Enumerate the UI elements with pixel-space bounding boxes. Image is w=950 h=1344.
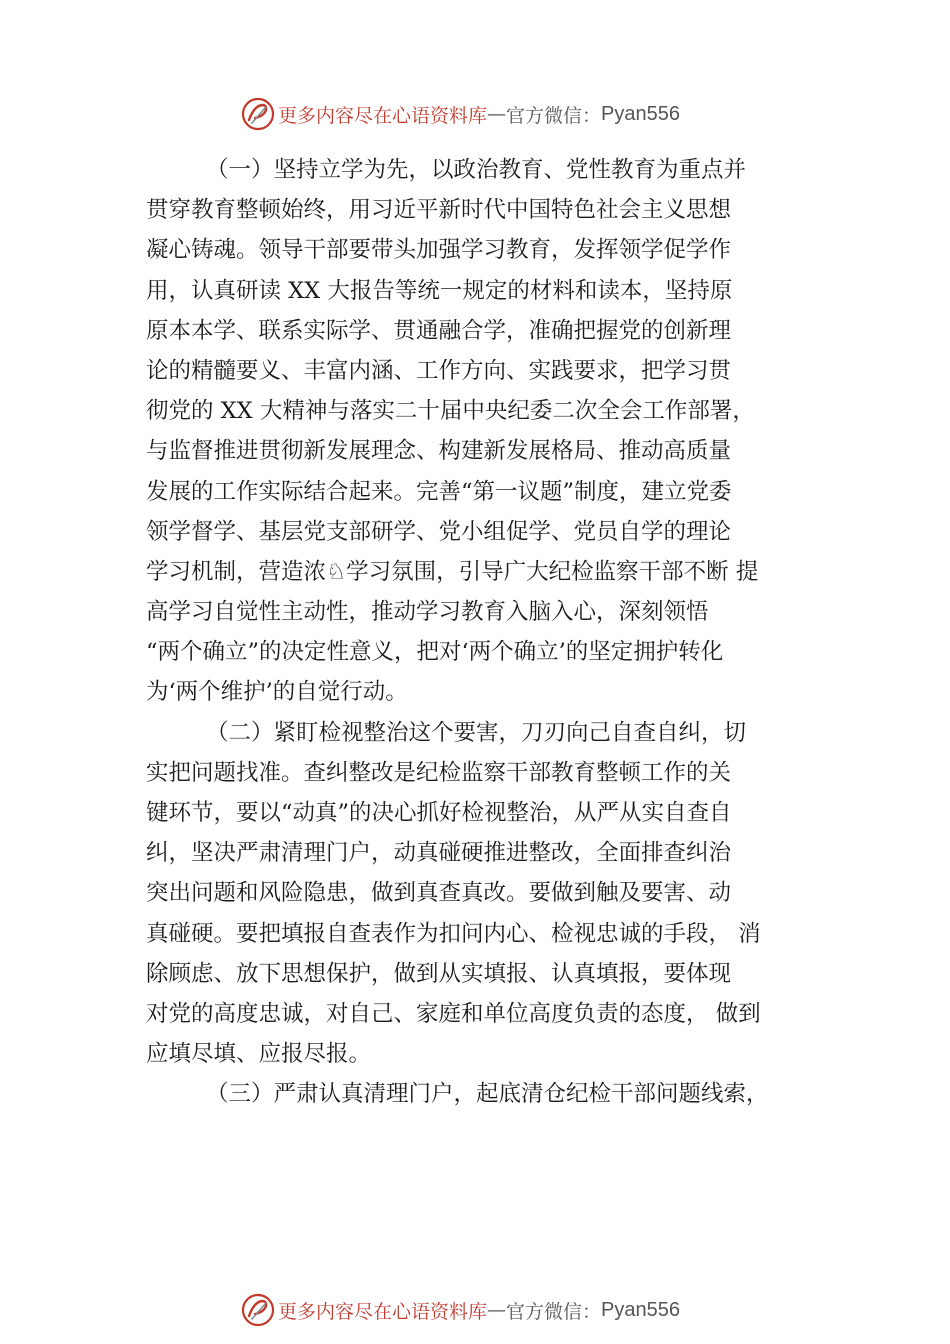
text-line: 突出问题和风险隐患，做到真查真改。要做到触及要害、动 (146, 880, 732, 907)
text-line: 真碰硬。要把填报自查表作为扣问内心、检视忠诚的手段， 消 (146, 920, 761, 947)
text-line: 学习机制，营造浓♘学习氛围，引导广大纪检监察干部不断 提 (146, 558, 759, 585)
logo-icon (240, 1292, 276, 1328)
header-watermark (240, 96, 680, 132)
text-line: 用，认真研读 XX 大报告等统一规定的材料和读本，坚持原 (146, 277, 733, 304)
document-body (146, 150, 836, 1115)
watermark-main-text: 更多内容尽在心语资料库 (278, 104, 488, 127)
watermark-dash: — (487, 103, 507, 125)
text-line: 为‘两个维护’的自觉行动。 (146, 679, 408, 706)
text-line: （一）坚持立学为先，以政治教育、党性教育为重点并 (206, 157, 747, 183)
paragraph-3 (146, 1074, 836, 1114)
text-line: “两个确立”的决定性意义，把对‘两个确立’的坚定拥护转化 (146, 639, 724, 666)
paragraph-2 (146, 713, 836, 1075)
text-line: 纠，坚决严肃清理门户，动真碰硬推进整改，全面排查纠治 (146, 840, 732, 867)
text-line: 实把问题找准。查纠整改是纪检监察干部教育整顿工作的关 (146, 759, 732, 786)
text-line: （二）紧盯检视整治这个要害，刀刃向己自查自纠，切 (206, 719, 747, 746)
watermark-dash: — (487, 1299, 507, 1321)
watermark-sub-text: 官方微信： (506, 104, 602, 127)
text-line: 论的精髓要义、丰富内涵、工作方向、实践要求，把学习贯 (146, 357, 732, 384)
text-line: 与监督推进贯彻新发展理念、构建新发展格局、推动高质量 (146, 438, 732, 465)
text-line: （三）严肃认真清理门户，起底清仓纪检干部问题线索， (206, 1081, 769, 1108)
text-line: 除顾虑、放下思想保护，做到从实填报、认真填报，要体现 (146, 960, 732, 987)
logo-icon (240, 96, 276, 132)
text-line: 领学督学、基层党支部研学、党小组促学、党员自学的理论 (146, 518, 732, 545)
text-line: 高学习自觉性主动性，推动学习教育入脑入心，深刻领悟 (146, 599, 709, 626)
text-line: 贯穿教育整顿始终，用习近平新时代中国特色社会主义思想 (146, 197, 732, 224)
watermark-main-text: 更多内容尽在心语资料库 (278, 1300, 488, 1323)
text-line: 凝心铸魂。领导干部要带头加强学习教育，发挥领学促学作 (146, 237, 732, 264)
watermark-wechat-id: Pyan556 (601, 102, 680, 125)
text-line: 原本本学、联系实际学、贯通融合学，准确把握党的创新理 (146, 317, 732, 344)
text-line: 对党的高度忠诚，对自己、家庭和单位高度负责的态度， 做到 (146, 1000, 761, 1027)
text-line: 应填尽填、应报尽报。 (146, 1041, 372, 1068)
watermark-sub-text: 官方微信： (506, 1300, 602, 1323)
text-line: 发展的工作实际结合起来。完善“第一议题”制度，建立党委 (146, 478, 732, 505)
watermark-wechat-id: Pyan556 (601, 1298, 680, 1321)
paragraph-1 (146, 150, 836, 713)
footer-watermark (240, 1292, 680, 1328)
text-line: 彻党的 XX 大精神与落实二十届中央纪委二次全会工作部署， (146, 398, 755, 425)
text-line: 键环节，要以“动真”的决心抓好检视整治，从严从实自查自 (146, 800, 732, 826)
